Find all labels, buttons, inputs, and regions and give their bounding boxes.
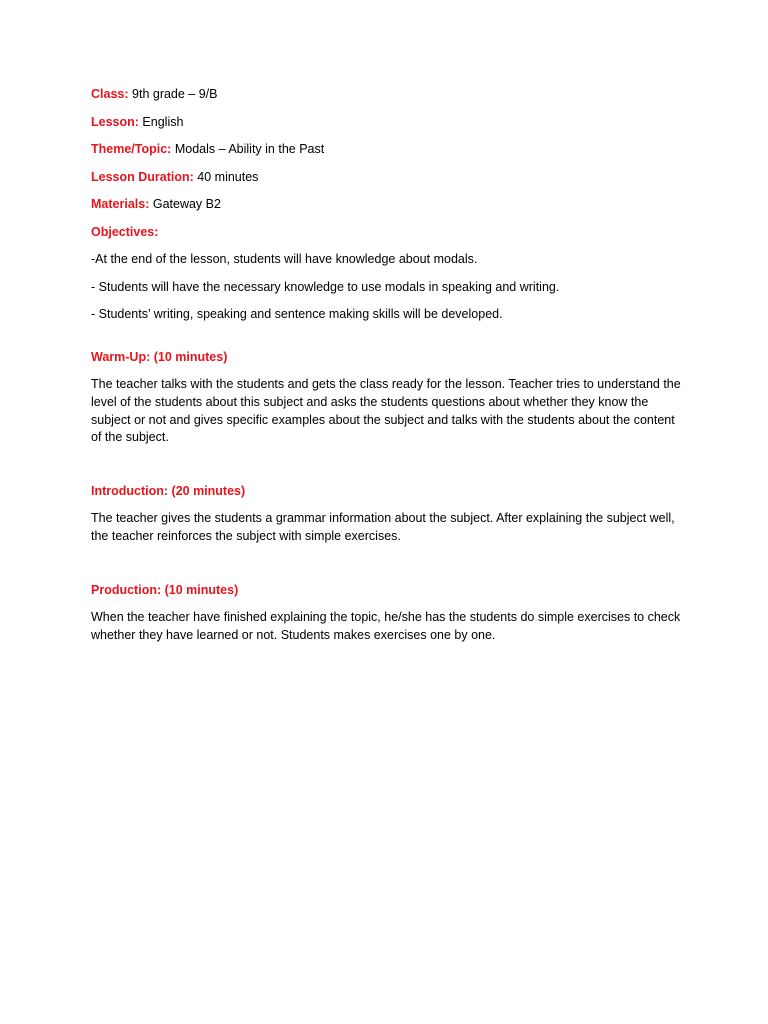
field-value: 9th grade – 9/B	[132, 87, 218, 101]
lesson-plan-page	[91, 86, 681, 644]
materials-field	[91, 196, 681, 213]
class-field	[91, 86, 681, 103]
lesson-duration-field	[91, 169, 681, 186]
field-value: Modals – Ability in the Past	[174, 142, 325, 156]
section-body: The teacher talks with the students and gets the class ready for the lesson. Teacher tries to understand the level of the students about this subject and asks the students questions about whether they know the subject or not and gives specific examples about the subject and talks with the students about the content of the subject.	[91, 377, 681, 445]
theme-topic-field	[91, 141, 681, 158]
section-body: When the teacher have finished explaining the topic, he/she has the students do simple exercises to check whether they have learned or not. Students makes exercises one by one.	[91, 609, 681, 642]
section-heading: Production: (10 minutes)	[91, 582, 239, 597]
field-label: Theme/Topic:	[91, 142, 172, 156]
section-body: The teacher gives the students a grammar information about the subject. After explaining the subject well, the teacher reinforces the subject with simple exercises.	[91, 511, 675, 543]
objective-item: - Students’ writing, speaking and sentence making skills will be developed.	[91, 307, 503, 321]
production-section	[91, 582, 681, 645]
objective-item: -At the end of the lesson, students will have knowledge about modals.	[91, 252, 478, 266]
section-heading: Warm-Up: (10 minutes)	[91, 350, 228, 364]
field-value: 40 minutes	[197, 169, 259, 184]
introduction-section	[91, 483, 681, 546]
objectives-list	[91, 251, 681, 323]
section-heading: Introduction: (20 minutes)	[91, 484, 246, 499]
objectives-heading	[91, 224, 681, 241]
field-label: Lesson:	[91, 114, 139, 129]
field-label: Lesson Duration:	[91, 169, 194, 184]
objective-item: - Students will have the necessary knowledge to use modals in speaking and writing.	[91, 279, 560, 294]
field-label: Materials:	[91, 197, 150, 211]
objectives-label: Objectives:	[91, 224, 159, 239]
field-value: English	[142, 114, 184, 129]
field-label: Class:	[91, 87, 129, 101]
warm-up-section	[91, 349, 681, 447]
lesson-field	[91, 114, 681, 131]
field-value: Gateway B2	[152, 197, 221, 211]
